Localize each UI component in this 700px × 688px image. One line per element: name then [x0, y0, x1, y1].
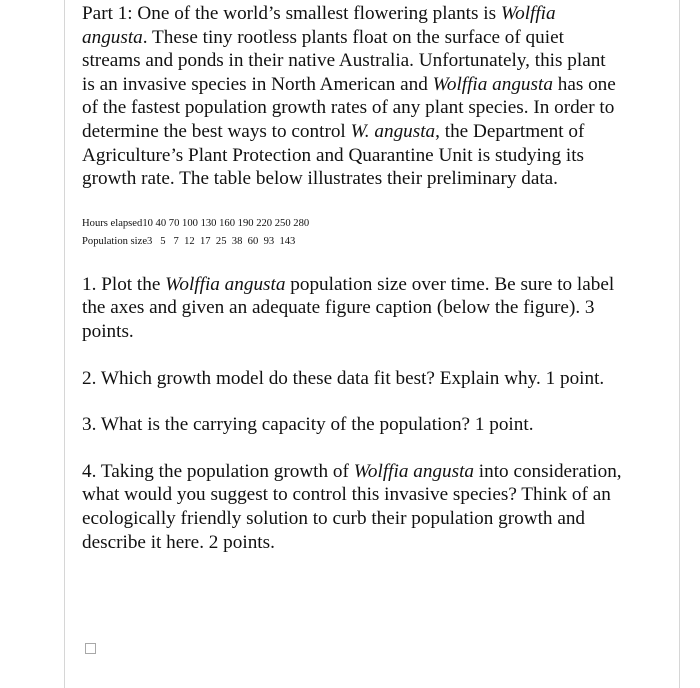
question-2: 2. Which growth model do these data fit best? Explain why. 1 point. [82, 367, 605, 389]
question-4 [82, 460, 622, 554]
right-border-line [679, 0, 680, 688]
species-name: Wolffia angusta [432, 73, 553, 95]
hours-row [82, 215, 622, 233]
checkbox[interactable] [85, 643, 96, 654]
intro-text-1: Part 1: One of the world’s smallest flowering plants is [82, 3, 501, 24]
question-1 [82, 273, 622, 344]
question-3: 3. What is the carrying capacity of the population? 1 point. [82, 414, 534, 436]
intro-text-4: , the Department of Agriculture’s Plant Protection and Quarantine Unit is studying its growth rate. The table below illustrates their preliminary data. [82, 120, 585, 190]
population-label: Population size [82, 235, 148, 247]
left-border-line [64, 0, 65, 688]
intro-text-3: has one of the fastest population growth rates of any plant species. In order to determine the best ways to control [82, 73, 616, 142]
species-name: Wolffia angusta [165, 273, 286, 295]
question-1-text: 1. Plot the [82, 273, 166, 295]
species-name: W. angusta [350, 120, 436, 142]
species-name: Wolffia angusta [82, 3, 556, 48]
intro-text-2: . These tiny rootless plants float on the surface of quiet streams and ponds in their native Australia. Unfortunately, this plant is an invasive species in North American and [82, 26, 606, 95]
question-1-text-end: population size over time. Be sure to label the axes and given an adequate figure caption (below the figure). 3 points. [82, 273, 615, 342]
question-4-text-end: into consideration, what would you suggest to control this invasive species? Think of an ecologically friendly solution to curb their population growth and describe it here. 2 points. [82, 460, 622, 553]
population-values: 3 5 7 12 17 25 38 60 93 143 [147, 235, 296, 247]
question-4-text: 4. Taking the population growth of [82, 460, 354, 482]
document-body [82, 2, 622, 554]
species-name: Wolffia angusta [353, 460, 474, 482]
hours-label: Hours elapsed [82, 217, 143, 229]
intro-paragraph [82, 2, 622, 191]
population-row [82, 233, 622, 251]
hours-values: 10 40 70 100 130 160 190 220 250 280 [142, 217, 310, 229]
data-table [82, 215, 622, 251]
